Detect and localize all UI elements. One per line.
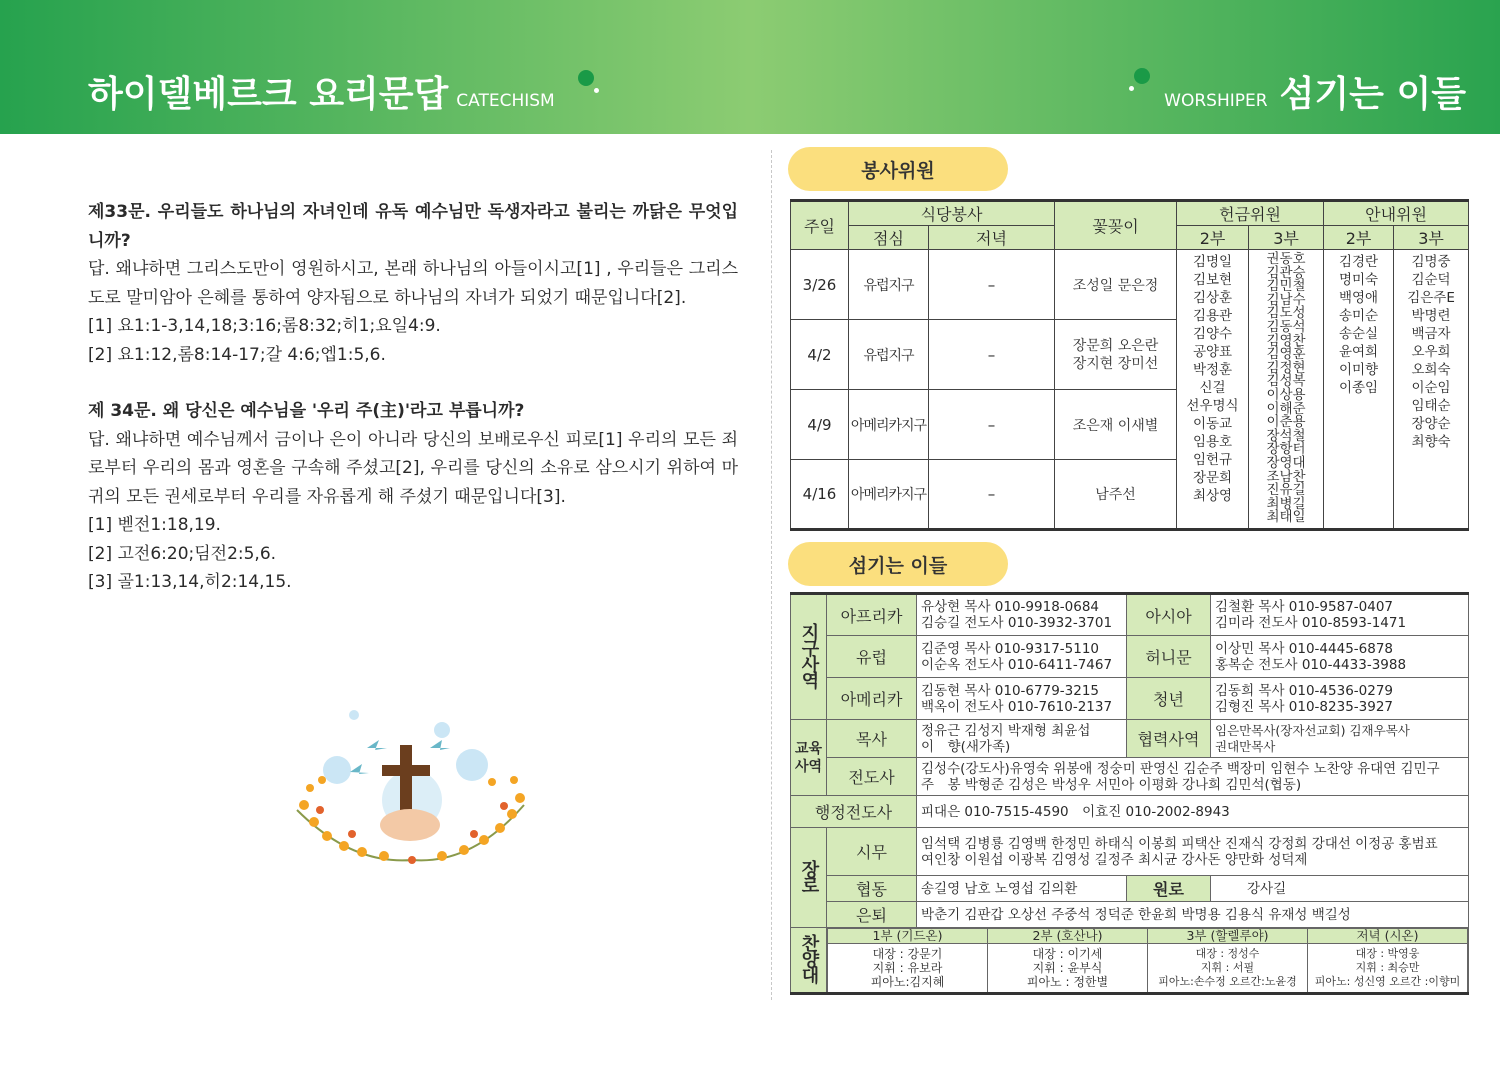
catechism-paragraph: [2] 요1:12,롬8:14-17;갈 4:6;엡1:5,6. [88,344,386,365]
retired-elder-label: 은퇴 [827,902,917,928]
active-elder-label: 시무 [827,828,917,876]
africa-contacts: 유상현 목사 010-9918-0684 김승길 전도사 010-3932-3701 [917,594,1127,636]
active-elder-names: 임석택 김병룡 김영백 한정민 하태식 이봉희 피택산 진재식 강정희 강대선 이정공 홍범표 여인창 이원섭 이광복 김영성 길정주 최시균 강사돈 양만화 성덕제 [917,828,1469,876]
honeymoon-contacts: 이상민 목사 010-4445-6878 홍복순 전도사 010-4433-3988 [1211,636,1469,678]
catechism-title-ko: 하이델베르크 요리문답 [88,74,449,115]
catechism-paragraph: [2] 고전6:20;딤전2:5,6. [88,543,277,564]
assoc-elder-names: 송길영 남호 노영섭 김의환 [917,876,1127,902]
catechism-body [88,198,738,597]
row-lunch: 아메리카지구 [849,460,929,530]
worshiper-title-en: WORSHIPER [1164,91,1268,111]
america-label: 아메리카 [827,678,917,720]
catechism-title-en: CATECHISM [456,91,555,111]
catechism-paragraph: 답. 왜냐하면 그리스도만이 영원하시고, 본래 하나님의 아들이시고[1] , 우리들은 그리스도로 말미암아 은혜를 통하여 양자됨으로 하나님의 자녀가 되었기 때문입니다[2]. [88,259,738,308]
america-contacts: 김동현 목사 010-6779-3215 백옥이 전도사 010-7610-2137 [917,678,1127,720]
worship-section-title: 섬기는 이들 [788,542,1008,586]
worshiper-title [1164,66,1466,117]
row-date: 4/16 [791,460,849,530]
choir-table [827,928,1468,992]
col-dinner: 저녁 [929,226,1055,250]
elder-label [791,828,827,928]
africa-label: 아프리카 [827,594,917,636]
admin-label: 행정전도사 [791,796,917,828]
choir-name: 저녁 (시온) [1308,929,1468,944]
decor-dot-icon [578,70,594,86]
volunteer-section-title: 봉사위원 [788,147,1008,191]
decor-dot-icon [1129,86,1134,91]
col-meal: 식당봉사 [849,201,1055,226]
row-lunch: 아메리카지구 [849,390,929,460]
pastor-label: 목사 [827,720,917,758]
row-lunch: 유럽지구 [849,250,929,320]
honeymoon-label: 허니문 [1127,636,1211,678]
col-week: 주일 [791,201,849,250]
asia-contacts: 김철환 목사 010-9587-0407 김미라 전도사 010-8593-1471 [1211,594,1469,636]
youth-contacts: 김동희 목사 010-4536-0279 김형진 목사 010-8235-3927 [1211,678,1469,720]
row-dinner: – [929,390,1055,460]
col-guide-2: 2부 [1324,226,1394,250]
page-divider [771,150,772,1000]
offering-2-names: 김명일 김보현 김상훈 김용관 김양수 공양표 박정훈 신걸 선우명식 이동교 임용호 임헌규 장문희 최상영 [1177,250,1249,530]
worship-table [790,592,1469,995]
emeritus-names: 강사길 [1211,876,1469,902]
region-label-text: 지구사역 [798,623,820,687]
choir-staff: 대장 : 정성수 지휘 : 서필 피아노:손수정 오르간:노윤경 [1148,944,1308,992]
volunteer-table [790,199,1469,531]
col-guide-3: 3부 [1394,226,1469,250]
evangelist-names: 김성수(강도사)유영숙 위봉애 정숭미 판영신 김순주 백장미 임현수 노찬양 유대연 김민구 주 봉 박형준 김성은 박성우 서민아 이평화 강나희 김민석(협동) [917,758,1469,796]
choir-staff: 대장 : 이기세 지휘 : 윤부식 피아노 : 정한별 [988,944,1148,992]
evangelist-label: 전도사 [827,758,917,796]
choir-label-text: 찬양대 [798,934,820,982]
region-label [791,594,827,720]
row-dinner: – [929,250,1055,320]
emeritus-label: 원로 [1127,876,1211,902]
row-date: 4/9 [791,390,849,460]
decor-dot-icon [1134,68,1150,84]
row-flower: 조은재 이새별 [1055,390,1177,460]
europe-label: 유럽 [827,636,917,678]
retired-elder-names: 박춘기 김판갑 오상선 주중석 정덕준 한윤희 박명용 김용식 유재성 백길성 [917,902,1469,928]
youth-label: 청년 [1127,678,1211,720]
row-dinner: – [929,320,1055,390]
row-date: 3/26 [791,250,849,320]
elder-label-text: 장로 [798,859,820,892]
decor-dot-icon [594,88,599,93]
choir-staff: 대장 : 박영웅 지휘 : 최승만 피아노: 성신영 오르간 :이향미 [1308,944,1468,992]
col-offering-3: 3부 [1249,226,1324,250]
choir-name: 1부 (기드온) [828,929,988,944]
assoc-elder-label: 협동 [827,876,917,902]
coop-names: 임은만목사(장자선교회) 김재우목사 권대만목사 [1211,720,1469,758]
guide-2-names: 김경란 명미숙 백영애 송미순 송순실 윤여희 이미향 이종임 [1324,250,1394,530]
catechism-title [88,66,555,117]
row-flower: 장문희 오은란 장지현 장미선 [1055,320,1177,390]
row-dinner: – [929,460,1055,530]
coop-label: 협력사역 [1127,720,1211,758]
row-date: 4/2 [791,320,849,390]
catechism-paragraph: [1] 벧전1:18,19. [88,515,221,535]
col-lunch: 점심 [849,226,929,250]
cross-flowers-illustration-icon [292,710,530,870]
offering-3-names: 권동호 김관승 김민철 김남수 김도성 김동석 김영찬 김영훈 김정현 김성복 이상용 이해준 이춘용 장석철 장항터 장영대 조남찬 진유길 최병길 최태일 [1249,250,1324,530]
row-flower: 조성일 문은정 [1055,250,1177,320]
europe-contacts: 김준영 목사 010-9317-5110 이순옥 전도사 010-6411-7467 [917,636,1127,678]
col-offering-2: 2부 [1177,226,1249,250]
choir-name: 2부 (호산나) [988,929,1148,944]
col-guide: 안내위원 [1324,201,1469,226]
choir-label [791,928,827,994]
col-flower: 꽃꽂이 [1055,201,1177,250]
choir-staff: 대장 : 강문기 지휘 : 유보라 피아노:김지혜 [828,944,988,992]
paragraph-gap [88,369,738,397]
catechism-paragraph: [1] 요1:1-3,14,18;3:16;롬8:32;히1;요일4:9. [88,316,441,336]
guide-3-names: 김명중 김순덕 김은주E 박명련 백금자 오우희 오희숙 이순임 임태순 장양순 최향숙 [1394,250,1469,530]
catechism-question: 제 34문. 왜 당신은 예수님을 '우리 주(主)'라고 부릅니까? [88,401,525,421]
col-offering: 헌금위원 [1177,201,1324,226]
edu-label: 교육 사역 [791,720,827,796]
catechism-question: 제33문. 우리들도 하나님의 자녀인데 유독 예수님만 독생자라고 불리는 까닭은 무엇입니까? [88,202,738,251]
header-banner [0,0,1500,134]
table-row [791,250,1469,320]
worshiper-title-ko: 섬기는 이들 [1279,74,1466,115]
row-lunch: 유럽지구 [849,320,929,390]
catechism-paragraph: [3] 골1:13,14,히2:14,15. [88,572,292,592]
asia-label: 아시아 [1127,594,1211,636]
choir-name: 3부 (할렐루야) [1148,929,1308,944]
catechism-paragraph: 답. 왜냐하면 예수님께서 금이나 은이 아니라 당신의 보배로우신 피로[1] 우리의 모든 죄로부터 우리의 몸과 영혼을 구속해 주셨고[2], 우리를 당신의 소유로 삼으시기 위하여 마귀의 모든 권세로부터 우리를 자유롭게 해 주셨기 때문입니다[3]. [88,429,738,507]
row-flower: 남주선 [1055,460,1177,530]
pastor-names: 정유근 김성지 박재형 최윤섭 이 향(새가족) [917,720,1127,758]
admin-contacts: 피대은 010-7515-4590 이효진 010-2002-8943 [917,796,1469,828]
